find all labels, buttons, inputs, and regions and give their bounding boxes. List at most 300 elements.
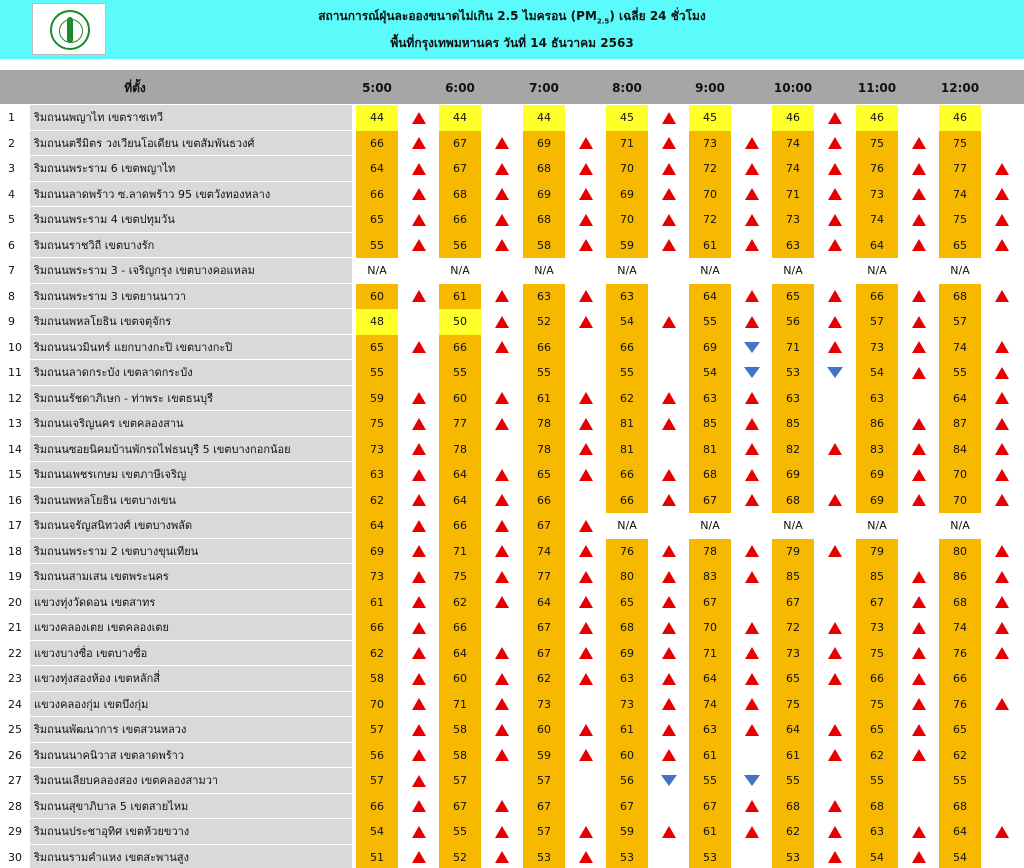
pm25-value-cell: 65 <box>523 462 565 488</box>
pm25-value-cell: 68 <box>939 284 981 310</box>
pm25-value-cell: 86 <box>856 411 898 437</box>
pm25-value-cell: 74 <box>856 207 898 233</box>
pm25-value-cell: 66 <box>356 131 398 157</box>
row-number: 22 <box>0 641 30 667</box>
trend-up-icon <box>661 156 677 182</box>
trend-up-icon <box>827 156 843 182</box>
trend-up-icon <box>911 233 927 259</box>
location-name: ริมถนนจรัญสนิทวงศ์ เขตบางพลัด <box>30 513 352 539</box>
page-header <box>0 0 1024 59</box>
trend-up-icon <box>494 819 510 845</box>
pm25-value-cell: 55 <box>939 768 981 794</box>
trend-up-icon <box>494 309 510 335</box>
trend-up-icon <box>994 360 1010 386</box>
trend-up-icon <box>911 692 927 718</box>
trend-up-icon <box>911 564 927 590</box>
trend-up-icon <box>411 284 427 310</box>
pm25-value-cell: 55 <box>939 360 981 386</box>
row-number: 24 <box>0 692 30 718</box>
pm25-value-cell: 71 <box>689 641 731 667</box>
row-number: 30 <box>0 845 30 868</box>
trend-up-icon <box>994 156 1010 182</box>
pm25-value-cell: 85 <box>772 411 814 437</box>
trend-up-icon <box>411 845 427 868</box>
pm25-value-cell: 74 <box>689 692 731 718</box>
pm25-value-cell: 75 <box>939 131 981 157</box>
trend-up-icon <box>911 156 927 182</box>
pm25-value-cell: 75 <box>439 564 481 590</box>
trend-up-icon <box>911 666 927 692</box>
pm25-value-cell: 67 <box>689 794 731 820</box>
pm25-value-cell: 55 <box>856 768 898 794</box>
pm25-value-cell: 62 <box>606 386 648 412</box>
pm25-value-cell: N/A <box>606 513 648 539</box>
trend-up-icon <box>494 207 510 233</box>
pm25-value-cell: N/A <box>439 258 481 284</box>
trend-up-icon <box>744 462 760 488</box>
pm25-value-cell: 74 <box>523 539 565 565</box>
trend-up-icon <box>744 437 760 463</box>
table-row <box>0 794 1024 820</box>
pm25-value-cell: N/A <box>523 258 565 284</box>
location-name: ริมถนนเพชรเกษม เขตภาษีเจริญ <box>30 462 352 488</box>
pm25-value-cell: 61 <box>772 743 814 769</box>
trend-up-icon <box>578 564 594 590</box>
pm25-value-cell: 69 <box>523 182 565 208</box>
row-number: 29 <box>0 819 30 845</box>
trend-up-icon <box>494 692 510 718</box>
trend-down-icon <box>744 360 760 386</box>
pm25-value-cell: 65 <box>772 666 814 692</box>
location-name: ริมถนนนาคนิวาส เขตลาดพร้าว <box>30 743 352 769</box>
trend-up-icon <box>744 539 760 565</box>
table-row <box>0 641 1024 667</box>
pm25-value-cell: 85 <box>689 411 731 437</box>
table-row <box>0 564 1024 590</box>
location-name: ริมถนนพญาไท เขตราชเทวี <box>30 105 352 131</box>
trend-up-icon <box>494 845 510 868</box>
pm25-value-cell: 64 <box>939 819 981 845</box>
table-row <box>0 233 1024 259</box>
pm25-value-cell: 66 <box>439 207 481 233</box>
pm25-value-cell: N/A <box>772 258 814 284</box>
trend-up-icon <box>494 488 510 514</box>
trend-up-icon <box>911 641 927 667</box>
row-number: 15 <box>0 462 30 488</box>
pm25-value-cell: 74 <box>939 615 981 641</box>
table-row <box>0 768 1024 794</box>
pm25-value-cell: 83 <box>856 437 898 463</box>
trend-up-icon <box>744 692 760 718</box>
trend-up-icon <box>661 743 677 769</box>
trend-up-icon <box>411 437 427 463</box>
trend-up-icon <box>661 411 677 437</box>
trend-up-icon <box>911 360 927 386</box>
trend-up-icon <box>411 131 427 157</box>
time-column-header: 9:00 <box>695 81 725 95</box>
pm25-value-cell: 73 <box>606 692 648 718</box>
trend-up-icon <box>494 411 510 437</box>
trend-down-icon <box>744 335 760 361</box>
location-name: แขวงคลองกุ่ม เขตบึงกุ่ม <box>30 692 352 718</box>
pm25-value-cell: 72 <box>689 156 731 182</box>
row-number: 12 <box>0 386 30 412</box>
row-number: 4 <box>0 182 30 208</box>
row-number: 13 <box>0 411 30 437</box>
pm25-value-cell: 68 <box>523 156 565 182</box>
pm25-value-cell: 81 <box>606 437 648 463</box>
pm25-value-cell: 57 <box>356 717 398 743</box>
trend-up-icon <box>578 131 594 157</box>
pm25-value-cell: 64 <box>439 462 481 488</box>
trend-up-icon <box>994 488 1010 514</box>
pm25-value-cell: 56 <box>772 309 814 335</box>
pm25-value-cell: 63 <box>523 284 565 310</box>
trend-up-icon <box>494 156 510 182</box>
trend-up-icon <box>578 819 594 845</box>
pm25-value-cell: 66 <box>856 284 898 310</box>
trend-up-icon <box>411 207 427 233</box>
pm25-value-cell: 63 <box>856 386 898 412</box>
pm25-value-cell: 50 <box>439 309 481 335</box>
pm25-value-cell: 73 <box>356 564 398 590</box>
trend-up-icon <box>578 717 594 743</box>
trend-up-icon <box>911 411 927 437</box>
pm25-value-cell: 54 <box>356 819 398 845</box>
table-row <box>0 692 1024 718</box>
pm25-value-cell: 70 <box>606 207 648 233</box>
pm25-value-cell: 77 <box>939 156 981 182</box>
pm25-value-cell: 53 <box>772 845 814 868</box>
trend-up-icon <box>911 819 927 845</box>
trend-up-icon <box>494 131 510 157</box>
pm25-value-cell: 68 <box>856 794 898 820</box>
trend-up-icon <box>411 615 427 641</box>
pm25-value-cell: 52 <box>439 845 481 868</box>
trend-up-icon <box>827 335 843 361</box>
pm25-value-cell: 45 <box>606 105 648 131</box>
trend-up-icon <box>661 105 677 131</box>
location-name: ริมถนนพระราม 6 เขตพญาไท <box>30 156 352 182</box>
trend-down-icon <box>661 768 677 794</box>
pm25-value-cell: 71 <box>772 335 814 361</box>
table-row <box>0 335 1024 361</box>
pm25-value-cell: 69 <box>856 462 898 488</box>
pm25-value-cell: 63 <box>689 386 731 412</box>
trend-up-icon <box>661 386 677 412</box>
pm25-value-cell: 66 <box>439 513 481 539</box>
pm25-value-cell: 73 <box>356 437 398 463</box>
trend-up-icon <box>411 233 427 259</box>
trend-up-icon <box>911 845 927 868</box>
location-name: ริมถนนประชาอุทิศ เขตห้วยขวาง <box>30 819 352 845</box>
trend-up-icon <box>411 743 427 769</box>
pm25-value-cell: 85 <box>856 564 898 590</box>
pm25-value-cell: 65 <box>356 335 398 361</box>
row-number: 7 <box>0 258 30 284</box>
trend-up-icon <box>661 207 677 233</box>
trend-up-icon <box>494 590 510 616</box>
trend-up-icon <box>911 590 927 616</box>
pm25-value-cell: N/A <box>856 513 898 539</box>
table-row <box>0 819 1024 845</box>
location-name: ริมถนนเลียบคลองสอง เขตคลองสามวา <box>30 768 352 794</box>
pm25-value-cell: 66 <box>356 794 398 820</box>
trend-up-icon <box>578 641 594 667</box>
pm25-value-cell: 64 <box>856 233 898 259</box>
pm25-value-cell: 55 <box>606 360 648 386</box>
pm25-value-cell: 79 <box>856 539 898 565</box>
location-name: ริมถนนพระราม 3 - เจริญกรุง เขตบางคอแหลม <box>30 258 352 284</box>
trend-up-icon <box>911 462 927 488</box>
trend-up-icon <box>578 615 594 641</box>
trend-up-icon <box>911 743 927 769</box>
trend-up-icon <box>994 182 1010 208</box>
pm25-value-cell: 70 <box>939 462 981 488</box>
trend-up-icon <box>994 590 1010 616</box>
row-number: 16 <box>0 488 30 514</box>
pm25-value-cell: 73 <box>856 615 898 641</box>
pm25-value-cell: 64 <box>356 513 398 539</box>
location-name: ริมถนนพระราม 3 เขตยานนาวา <box>30 284 352 310</box>
pm25-value-cell: 74 <box>772 156 814 182</box>
pm25-value-cell: 63 <box>856 819 898 845</box>
trend-up-icon <box>661 564 677 590</box>
trend-up-icon <box>744 794 760 820</box>
pm25-value-cell: 75 <box>356 411 398 437</box>
pm25-value-cell: 76 <box>856 156 898 182</box>
pm25-value-cell: 62 <box>523 666 565 692</box>
pm25-value-cell: 66 <box>606 488 648 514</box>
trend-up-icon <box>494 666 510 692</box>
pm25-value-cell: N/A <box>689 258 731 284</box>
trend-up-icon <box>411 335 427 361</box>
pm25-value-cell: N/A <box>689 513 731 539</box>
pm25-value-cell: 66 <box>439 615 481 641</box>
table-row <box>0 411 1024 437</box>
row-number: 17 <box>0 513 30 539</box>
time-column-header: 10:00 <box>773 81 813 95</box>
pm25-value-cell: 55 <box>772 768 814 794</box>
pm25-value-cell: 67 <box>856 590 898 616</box>
pm25-value-cell: 56 <box>356 743 398 769</box>
trend-up-icon <box>578 845 594 868</box>
trend-up-icon <box>578 284 594 310</box>
pm25-value-cell: 70 <box>689 182 731 208</box>
trend-up-icon <box>911 335 927 361</box>
pm25-value-cell: 57 <box>356 768 398 794</box>
pm25-value-cell: 67 <box>439 131 481 157</box>
pm25-value-cell: N/A <box>939 258 981 284</box>
table-row <box>0 590 1024 616</box>
pm25-value-cell: 56 <box>439 233 481 259</box>
pm25-value-cell: 58 <box>439 743 481 769</box>
row-number: 28 <box>0 794 30 820</box>
table-row <box>0 462 1024 488</box>
trend-up-icon <box>827 437 843 463</box>
trend-up-icon <box>411 513 427 539</box>
pm25-value-cell: 71 <box>772 182 814 208</box>
pm25-value-cell: 68 <box>689 462 731 488</box>
pm25-value-cell: 64 <box>439 641 481 667</box>
pm25-value-cell: 76 <box>939 692 981 718</box>
trend-up-icon <box>827 105 843 131</box>
time-column-header: 7:00 <box>529 81 559 95</box>
table-header <box>0 70 1024 104</box>
pm25-value-cell: 61 <box>689 819 731 845</box>
trend-up-icon <box>744 641 760 667</box>
pm25-value-cell: 69 <box>356 539 398 565</box>
pm25-value-cell: 67 <box>689 590 731 616</box>
trend-up-icon <box>411 156 427 182</box>
pm25-value-cell: 66 <box>606 335 648 361</box>
trend-up-icon <box>744 819 760 845</box>
table-row <box>0 615 1024 641</box>
trend-up-icon <box>411 386 427 412</box>
trend-up-icon <box>994 641 1010 667</box>
trend-up-icon <box>661 666 677 692</box>
pm25-value-cell: 73 <box>523 692 565 718</box>
trend-up-icon <box>411 768 427 794</box>
trend-up-icon <box>994 462 1010 488</box>
pm25-value-cell: 73 <box>689 131 731 157</box>
pm25-value-cell: 65 <box>939 233 981 259</box>
pm25-value-cell: 66 <box>523 488 565 514</box>
location-column-header: ที่ตั้ง <box>124 81 146 95</box>
pm25-value-cell: 69 <box>772 462 814 488</box>
pm25-value-cell: 54 <box>856 360 898 386</box>
pm25-value-cell: 57 <box>523 819 565 845</box>
pm25-value-cell: 51 <box>356 845 398 868</box>
pm25-value-cell: 66 <box>939 666 981 692</box>
pm25-value-cell: 62 <box>356 641 398 667</box>
row-number: 11 <box>0 360 30 386</box>
trend-up-icon <box>744 666 760 692</box>
pm25-value-cell: 72 <box>772 615 814 641</box>
trend-up-icon <box>578 182 594 208</box>
trend-up-icon <box>494 717 510 743</box>
trend-up-icon <box>578 462 594 488</box>
location-name: ริมถนนพหลโยธิน เขตบางเขน <box>30 488 352 514</box>
location-name: ริมถนนพระราม 2 เขตบางขุนเทียน <box>30 539 352 565</box>
pm25-value-cell: 68 <box>606 615 648 641</box>
trend-up-icon <box>911 284 927 310</box>
trend-down-icon <box>827 360 843 386</box>
trend-up-icon <box>827 641 843 667</box>
table-row <box>0 386 1024 412</box>
pm25-value-cell: 57 <box>439 768 481 794</box>
pm25-value-cell: 65 <box>356 207 398 233</box>
trend-up-icon <box>744 284 760 310</box>
trend-up-icon <box>744 207 760 233</box>
trend-up-icon <box>411 794 427 820</box>
trend-up-icon <box>744 156 760 182</box>
pm25-value-cell: 81 <box>606 411 648 437</box>
trend-up-icon <box>744 182 760 208</box>
location-name: ริมถนนรามคำแหง เขตสะพานสูง <box>30 845 352 868</box>
trend-up-icon <box>911 615 927 641</box>
trend-up-icon <box>994 411 1010 437</box>
pm25-value-cell: 65 <box>939 717 981 743</box>
pm25-value-cell: 67 <box>439 156 481 182</box>
trend-up-icon <box>744 233 760 259</box>
time-column-header: 11:00 <box>857 81 897 95</box>
pm25-value-cell: 63 <box>356 462 398 488</box>
pm25-value-cell: 46 <box>939 105 981 131</box>
trend-up-icon <box>827 717 843 743</box>
location-name: ริมถนนตรีมิตร วงเวียนโอเดียน เขตสัมพันธวงศ์ <box>30 131 352 157</box>
pm25-value-cell: 59 <box>356 386 398 412</box>
pm25-value-cell: N/A <box>772 513 814 539</box>
table-row <box>0 513 1024 539</box>
trend-up-icon <box>494 513 510 539</box>
row-number: 26 <box>0 743 30 769</box>
pm25-value-cell: 78 <box>439 437 481 463</box>
location-name: แขวงทุ่งวัดดอน เขตสาทร <box>30 590 352 616</box>
trend-up-icon <box>494 539 510 565</box>
trend-up-icon <box>994 819 1010 845</box>
pm25-value-cell: 75 <box>856 692 898 718</box>
location-name: ริมถนนพัฒนาการ เขตสวนหลวง <box>30 717 352 743</box>
pm25-value-cell: 48 <box>356 309 398 335</box>
pm25-value-cell: 58 <box>523 233 565 259</box>
pm25-value-cell: 57 <box>939 309 981 335</box>
pm25-value-cell: 59 <box>606 233 648 259</box>
table-row <box>0 182 1024 208</box>
trend-up-icon <box>827 794 843 820</box>
trend-up-icon <box>827 182 843 208</box>
pm25-value-cell: 73 <box>856 182 898 208</box>
pm25-value-cell: 68 <box>939 794 981 820</box>
row-number: 27 <box>0 768 30 794</box>
pm25-value-cell: 68 <box>772 794 814 820</box>
location-name: ริมถนนนวมินทร์ แยกบางกะปิ เขตบางกะปิ <box>30 335 352 361</box>
trend-up-icon <box>411 411 427 437</box>
pm25-value-cell: 68 <box>939 590 981 616</box>
pm25-value-cell: 67 <box>606 794 648 820</box>
pm25-value-cell: 60 <box>439 386 481 412</box>
pm25-value-cell: 53 <box>772 360 814 386</box>
location-name: ริมถนนลาดกระบัง เขตลาดกระบัง <box>30 360 352 386</box>
pm25-value-cell: 78 <box>689 539 731 565</box>
pm25-value-cell: 63 <box>689 717 731 743</box>
trend-up-icon <box>744 717 760 743</box>
pm25-value-cell: 71 <box>439 539 481 565</box>
trend-up-icon <box>661 462 677 488</box>
pm25-value-cell: 46 <box>856 105 898 131</box>
pm25-value-cell: 62 <box>939 743 981 769</box>
trend-up-icon <box>994 233 1010 259</box>
table-row <box>0 666 1024 692</box>
pm25-value-cell: 76 <box>606 539 648 565</box>
pm25-value-cell: 67 <box>523 513 565 539</box>
trend-up-icon <box>578 666 594 692</box>
row-number: 23 <box>0 666 30 692</box>
table-row <box>0 539 1024 565</box>
pm25-value-cell: 55 <box>356 233 398 259</box>
trend-up-icon <box>911 131 927 157</box>
location-name: ริมถนนราชวิถี เขตบางรัก <box>30 233 352 259</box>
location-name: แขวงบางซื่อ เขตบางซื่อ <box>30 641 352 667</box>
trend-up-icon <box>827 539 843 565</box>
table-row <box>0 360 1024 386</box>
pm25-value-cell: 59 <box>606 819 648 845</box>
pm25-value-cell: 64 <box>439 488 481 514</box>
trend-up-icon <box>411 182 427 208</box>
trend-up-icon <box>578 539 594 565</box>
pm25-value-cell: 55 <box>356 360 398 386</box>
pm25-value-cell: 44 <box>356 105 398 131</box>
